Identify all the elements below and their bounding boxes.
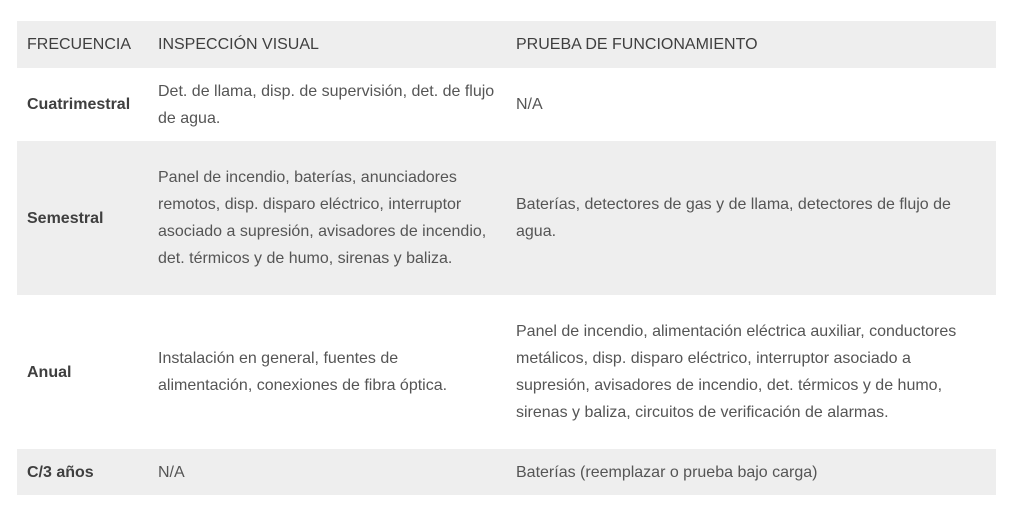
visual-inspection-cell: N/A bbox=[158, 463, 185, 481]
frequency-cell: Semestral bbox=[27, 209, 104, 227]
function-test-cell: Baterías, detectores de gas y de llama, detectores de flujo de agua. bbox=[516, 196, 951, 240]
header-frequency: FRECUENCIA bbox=[27, 36, 132, 53]
frequency-cell: C/3 años bbox=[27, 463, 94, 481]
visual-inspection-cell: Instalación en general, fuentes de alimentación, conexiones de fibra óptica. bbox=[158, 350, 448, 394]
visual-inspection-cell: Panel de incendio, baterías, anunciadores remotos, disp. disparo eléctrico, interruptor asociado a supresión, avisadores de incendio, det. térmicos y de humo, sirenas y baliza. bbox=[158, 169, 487, 267]
maintenance-table-container bbox=[17, 21, 996, 495]
function-test-cell: Panel de incendio, alimentación eléctrica auxiliar, conductores metálicos, disp. disparo eléctrico, interruptor asociado a supresión, avisadores de incendio, det. térmicos y de humo, sirenas y baliza, circuitos de verificación de alarmas. bbox=[516, 323, 957, 421]
maintenance-table bbox=[17, 21, 996, 495]
table-row bbox=[17, 68, 996, 141]
frequency-cell: Anual bbox=[27, 363, 72, 381]
function-test-cell: N/A bbox=[516, 96, 543, 113]
function-test-cell: Baterías (reemplazar o prueba bajo carga) bbox=[516, 463, 818, 481]
table-row bbox=[17, 449, 996, 495]
table-row bbox=[17, 295, 996, 449]
header-visual-inspection: INSPECCIÓN VISUAL bbox=[158, 36, 319, 53]
header-function-test: PRUEBA DE FUNCIONAMIENTO bbox=[516, 36, 758, 53]
visual-inspection-cell: Det. de llama, disp. de supervisión, det. de flujo de agua. bbox=[158, 82, 495, 127]
table-header-row bbox=[17, 21, 996, 68]
frequency-cell: Cuatrimestral bbox=[27, 96, 131, 113]
table-row bbox=[17, 141, 996, 295]
